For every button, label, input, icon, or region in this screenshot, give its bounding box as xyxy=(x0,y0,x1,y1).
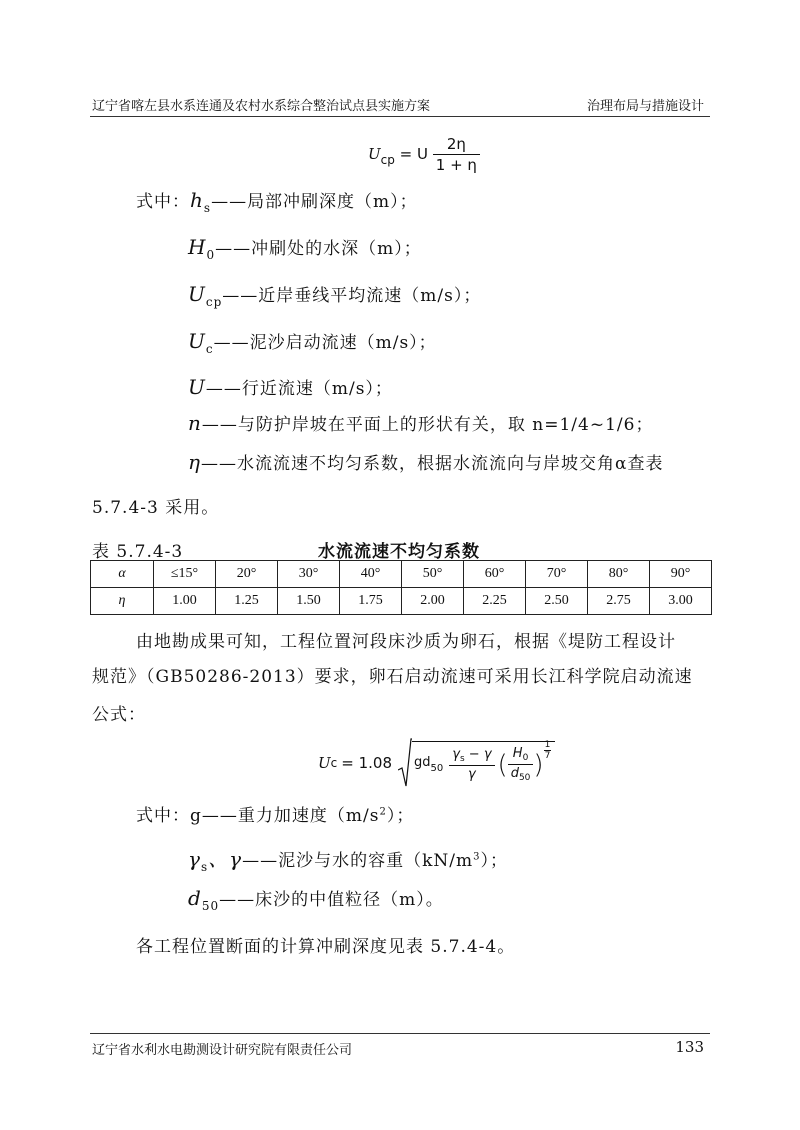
table-row xyxy=(91,561,712,588)
def-hs: 式中：$h_s——$局部冲刷深度（m）； xyxy=(136,188,418,215)
table-title: 水流流速不均匀系数 xyxy=(318,542,480,562)
table-cell: 2.75 xyxy=(588,588,650,615)
def-u: U——行近流速（m/s）； xyxy=(188,375,393,399)
paragraph-line-2: 规范》（GB50286-2013）要求，卵石启动流速可采用长江科学院启动流速 xyxy=(92,667,693,687)
formula-uc: U c = 1.08 $gd_{50}$ $\frac{\gamma_s - \gamma}{\gamma}$ ( $\frac{H_0}{d_{50}}$ ) $\frac{1}{7}$ xyxy=(318,738,555,788)
def-uc: $U_c——$泥沙启动流速（m/s）； xyxy=(188,329,437,356)
sqrt-sign xyxy=(398,738,412,788)
table-cell: 1.75 xyxy=(340,588,402,615)
closing-sentence: 各工程位置断面的计算冲刷深度见表 5.7.4-4。 xyxy=(136,937,516,957)
table-label: 表 5.7.4-3 xyxy=(92,542,184,562)
def-n: n——与防护岸坡在平面上的形状有关，取 n=1/4~1/6； xyxy=(188,411,654,435)
table-cell: 2.50 xyxy=(526,588,588,615)
table-cell: 1.00 xyxy=(154,588,216,615)
table-cell: 1.50 xyxy=(278,588,340,615)
def-h0: $H_0——$冲刷处的水深（m）； xyxy=(188,235,422,262)
header-left: 辽宁省喀左县水系连通及农村水系综合整治试点县实施方案 xyxy=(92,99,431,114)
paragraph-line-1: 由地勘成果可知，工程位置河段床沙质为卵石，根据《堤防工程设计 xyxy=(136,632,676,652)
table-cell: α xyxy=(91,561,154,588)
table-cell: 3.00 xyxy=(650,588,712,615)
table-cell: 1.25 xyxy=(216,588,278,615)
paragraph-line-3: 公式： xyxy=(92,705,146,725)
table-cell: 80° xyxy=(588,561,650,588)
def-ucp: $U_{cp}——$近岸垂线平均流速（m/s）； xyxy=(188,282,482,309)
table-cell: 40° xyxy=(340,561,402,588)
table-cell: 60° xyxy=(464,561,526,588)
table-cell: η xyxy=(91,588,154,615)
table-cell: 90° xyxy=(650,561,712,588)
footer-left: 辽宁省水利水电勘测设计研究院有限责任公司 xyxy=(92,1043,353,1058)
header-rule xyxy=(90,116,710,117)
table-cell: 2.25 xyxy=(464,588,526,615)
def-gamma: $\gamma_s$、γ——泥沙与水的容重$(kN/m^3)$； xyxy=(188,847,508,874)
table-cell: 20° xyxy=(216,561,278,588)
def-d50: $d_{50}——$床沙的中值粒径（m）。 xyxy=(188,886,444,913)
table-cell: 2.00 xyxy=(402,588,464,615)
table-row xyxy=(91,588,712,615)
page-number: 133 xyxy=(675,1038,704,1056)
table-cell: 70° xyxy=(526,561,588,588)
def-eta: η——水流流速不均匀系数，根据水流流向与岸坡交角α查表 xyxy=(188,450,664,474)
def-eta-continuation: 5.7.4-3 采用。 xyxy=(92,498,220,518)
def-g: 式中：g——重力加速度$(m/s^2)$； xyxy=(136,806,415,826)
table-cell: 50° xyxy=(402,561,464,588)
table-cell: 30° xyxy=(278,561,340,588)
header-right: 治理布局与措施设计 xyxy=(586,99,704,114)
coefficient-table xyxy=(90,560,712,615)
formula-ucp: $U_{cp} = U$ $\frac{2\eta}{1 + \eta}$ xyxy=(368,135,480,174)
footer-rule xyxy=(90,1033,710,1034)
table-cell: ≤15° xyxy=(154,561,216,588)
